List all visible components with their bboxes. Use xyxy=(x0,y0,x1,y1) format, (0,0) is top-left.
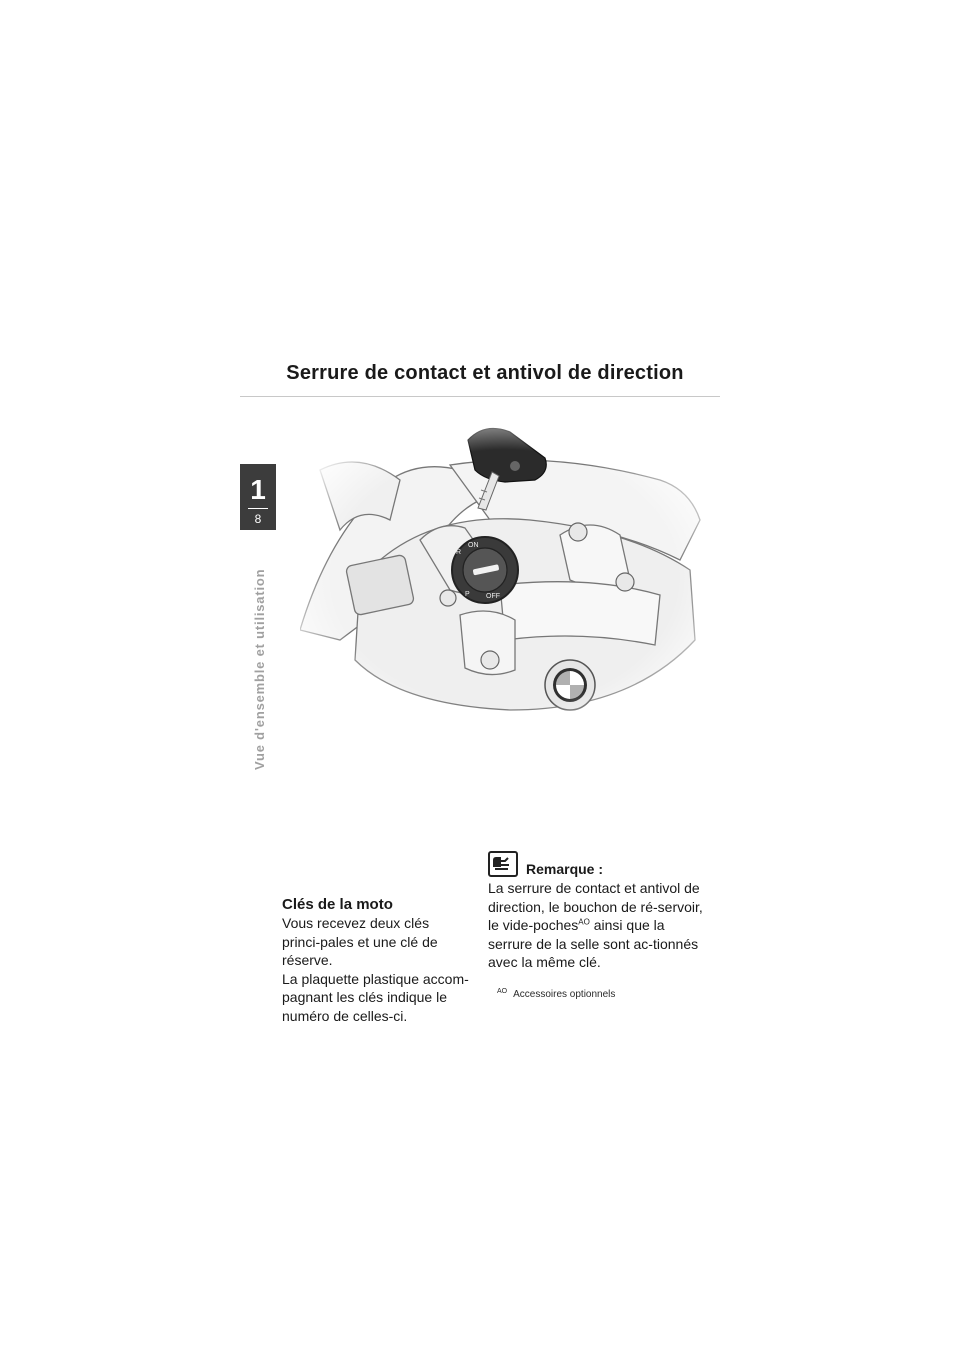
page-number: 8 xyxy=(254,512,262,526)
keys-section xyxy=(282,896,470,1025)
chapter-number: 1 xyxy=(250,474,266,505)
keys-paragraph-1: Vous recevez deux clés princi-pales et une clé de réserve. xyxy=(282,915,438,968)
chapter-tab xyxy=(240,464,276,530)
footnote-text: Accessoires optionnels xyxy=(513,989,616,1000)
section-side-label: Vue d'ensemble et utilisation xyxy=(252,568,267,770)
chapter-divider xyxy=(248,508,268,509)
ao-superscript: AO xyxy=(578,917,590,927)
note-label: Remarque : xyxy=(526,861,604,877)
ignition-lock-illustration xyxy=(300,410,710,715)
page-title: Serrure de contact et antivol de direction xyxy=(286,362,684,384)
keys-heading: Clés de la moto xyxy=(282,896,393,913)
keys-paragraph-2: La plaquette plastique accom-pagnant les clés indique le numéro de celles-ci. xyxy=(282,970,469,1024)
note-text: La serrure de contact et antivol de direction, le bouchon de ré-servoir, le vide-poches$^{AO}$ ainsi que la serrure de la selle sont ac-tionnés avec la même clé. xyxy=(488,880,703,970)
footnote-marker: AO xyxy=(497,987,508,995)
note-section xyxy=(488,847,703,972)
note-hand-icon xyxy=(488,851,518,877)
footnote xyxy=(497,989,615,1000)
note-header xyxy=(488,847,703,877)
title-divider xyxy=(240,396,720,397)
